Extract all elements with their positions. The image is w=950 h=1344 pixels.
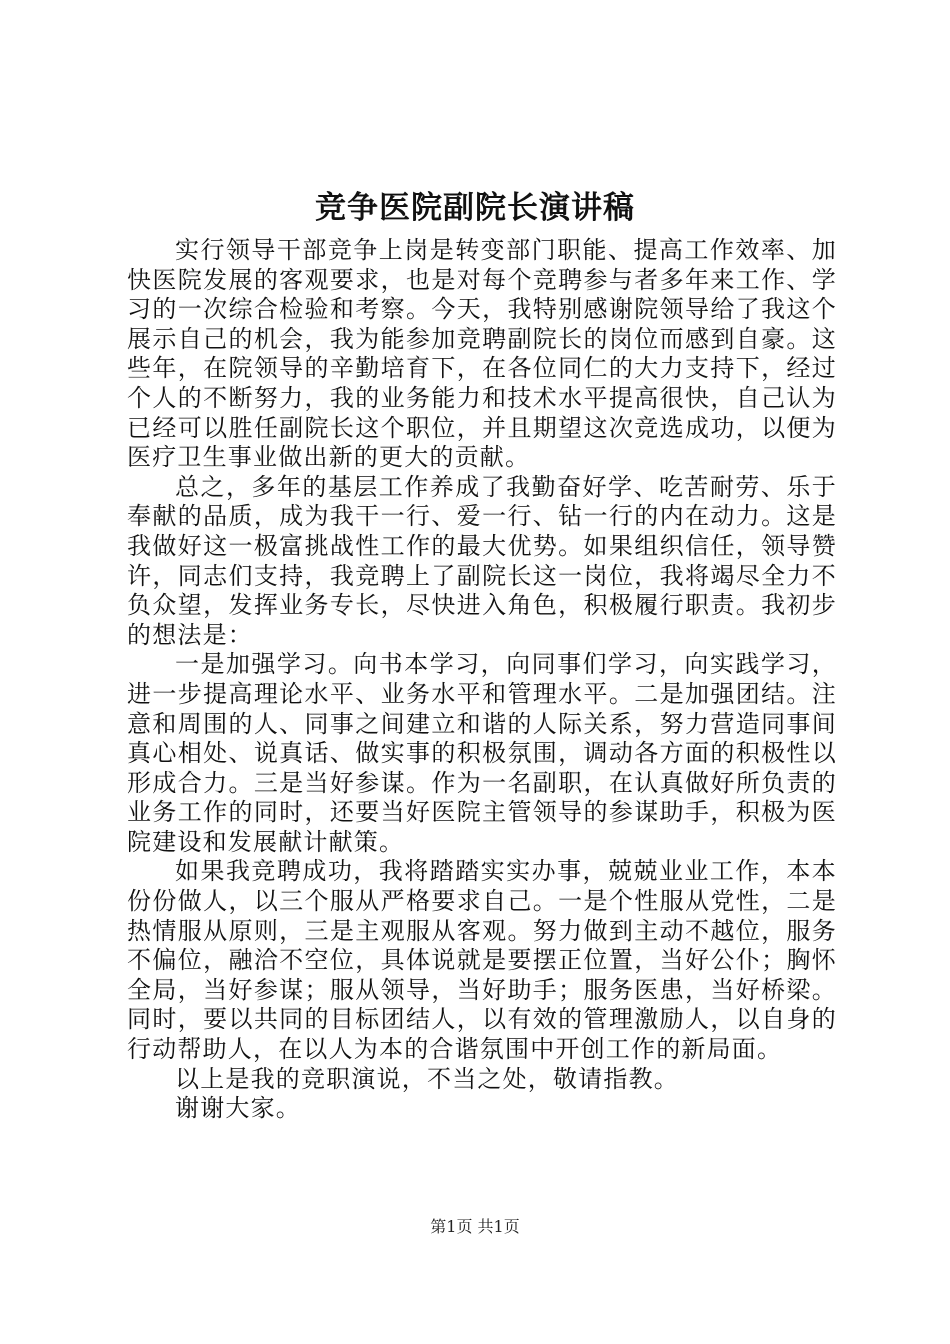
paragraph-1: 实行领导干部竞争上岗是转变部门职能、提高工作效率、加快医院发展的客观要求，也是对每个竞聘参与者多年来工作、学习的一次综合检验和考察。今天，我特别感谢院领导给了我这个展示自己的机会，我为能参加竞聘副院长的岗位而感到自豪。这些年，在院领导的辛勤培育下，在各位同仁的大力支持下，经过个人的不断努力，我的业务能力和技术水平提高很快，自己认为已经可以胜任副院长这个职位，并且期望这次竞选成功，以便为医疗卫生事业做出新的更大的贡献。: [127, 236, 837, 472]
document-title: 竞争医院副院长演讲稿: [315, 190, 635, 226]
document-body: [127, 236, 837, 1124]
paragraph-5: 以上是我的竞职演说，不当之处，敬请指教。: [175, 1064, 679, 1093]
paragraph-6: 谢谢大家。: [175, 1094, 301, 1123]
paragraph-4: 如果我竞聘成功，我将踏踏实实办事，兢兢业业工作，本本份份做人，以三个服从严格要求自己。一是个性服从党性，二是热情服从原则，三是主观服从客观。努力做到主动不越位，服务不偏位，融洽不空位，具体说就是要摆正位置，当好公仆；胸怀全局，当好参谋；服从领导，当好助手；服务医患，当好桥梁。同时，要以共同的目标团结人，以有效的管理激励人，以自身的行动帮助人，在以人为本的合谐氛围中开创工作的新局面。: [127, 857, 837, 1064]
paragraph-2: 总之，多年的基层工作养成了我勤奋好学、吃苦耐劳、乐于奉献的品质，成为我干一行、爱一行、钻一行的内在动力。这是我做好这一极富挑战性工作的最大优势。如果组织信任，领导赞许，同志们支持，我竞聘上了副院长这一岗位，我将竭尽全力不负众望，发挥业务专长，尽快进入角色，积极履行职责。我初步的想法是：: [127, 472, 837, 649]
page-footer: 第1页 共1页: [430, 1217, 520, 1236]
paragraph-3: 一是加强学习。向书本学习，向同事们学习，向实践学习，进一步提高理论水平、业务水平和管理水平。二是加强团结。注意和周围的人、同事之间建立和谐的人际关系，努力营造同事间真心相处、说真话、做实事的积极氛围，调动各方面的积极性以形成合力。三是当好参谋。作为一名副职，在认真做好所负责的业务工作的同时，还要当好医院主管领导的参谋助手，积极为医院建设和发展献计献策。: [127, 650, 837, 856]
